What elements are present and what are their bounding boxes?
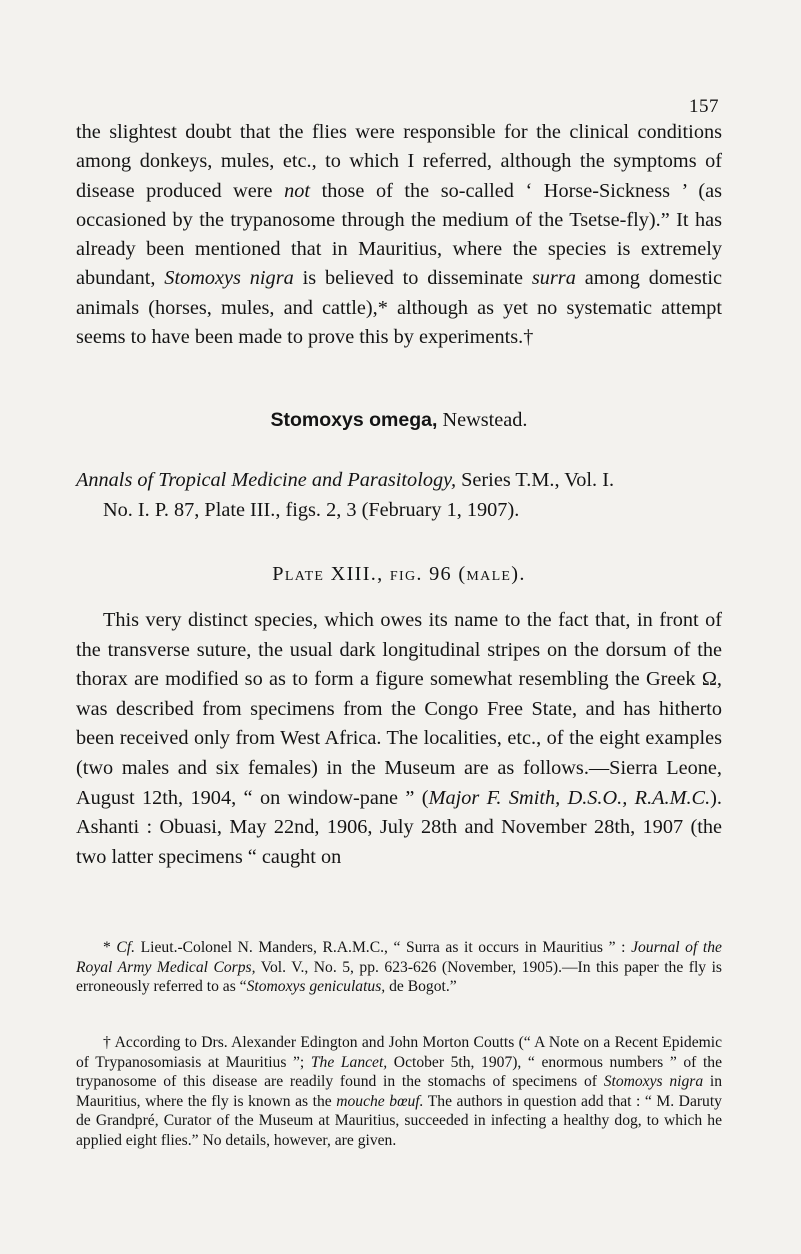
text-run: the slightest doubt that the flies were responsible for the clinical conditions among donkeys, mules, etc., to which I referred, although the symptoms of disease produced were: [76, 121, 722, 202]
text-run: This very distinct species, which owes its name to the fact that, in front of the transverse suture, the usual dark longitudinal stripes on the dorsum of the thorax are modified so as to form a figure somewhat resembling the Greek Ω, was described from specimens from the Congo Free State, and has hitherto been received only from West Africa. The localities, etc., of the eight examples (two males and six females) in the Museum are as follows.—Sierra Leone, August 12th, 1904, “ on window-pane ” (: [76, 609, 722, 809]
footnote-1: [76, 938, 722, 997]
emphasis-text: not: [284, 179, 311, 202]
description-paragraph: [76, 606, 722, 872]
citation: [76, 465, 722, 525]
text-run: ). Ashanti : Obuasi, May 22nd, 1906, July 28th and November 28th, 1907 (the two latter specimens “ caught on: [76, 786, 722, 868]
plate-text: male: [466, 563, 512, 585]
plate-text: late: [284, 563, 325, 585]
footnote-mark: *: [103, 939, 117, 956]
text-run: in Mauritius, where the fly is known as the: [76, 1073, 723, 1110]
plate-text: fig: [389, 563, 417, 585]
text-run: among domestic animals (horses, mules, and cattle),* although as yet no systematic attempt seems to have been made to prove this by experiments.†: [76, 267, 723, 349]
paragraph-text: [76, 606, 722, 872]
citation-series: Series T.M., Vol. I.: [456, 469, 615, 491]
page-number: 157: [689, 96, 719, 117]
journal-title: Journal of the Royal Army Medical Corps,: [76, 939, 722, 976]
species-name: Stomoxys nigra: [603, 1073, 704, 1091]
species-heading-author: Newstead.: [437, 409, 528, 431]
plate-text: XIII.,: [324, 563, 390, 585]
paragraph-text: [76, 118, 722, 352]
text-run: is believed to disseminate: [293, 267, 532, 290]
plate-text: ).: [511, 563, 526, 585]
text-run: Vol. V., No. 5, pp. 623-626 (November, 1905).—In this paper the fly is erroneously referred to as “: [76, 958, 722, 996]
text-run: October 5th, 1907), “ enormous numbers ” of the trypanosome of this disease are readily found in the stomachs of specimens of: [76, 1053, 723, 1091]
plate-reference: [76, 563, 722, 586]
text-run: de Bogot.”: [385, 978, 457, 996]
footnote-text: [76, 938, 722, 997]
species-name: Stomoxys nigra: [164, 267, 294, 290]
footnote-text: [76, 1033, 722, 1151]
plate-text: P: [272, 563, 285, 585]
text-run: Lieut.-Colonel N. Manders, R.A.M.C., “ Surra as it occurs in Mauritius ” :: [135, 939, 632, 956]
text-run: The authors in question add that : “ M. Daruty de Grandpré, Curator of the Museum at Mauritius, succeeded in infecting a healthy dog, to which he applied eight flies.” No details, however, are given.: [76, 1092, 722, 1149]
species-heading: [76, 409, 722, 432]
disease-name: surra: [531, 267, 576, 290]
journal-title: Annals of Tropical Medicine and Parasitology,: [76, 469, 457, 491]
text-run: † According to Drs. Alexander Edington and John Morton Coutts (“ A Note on a Recent Epidemic of Trypanosomiasis at Mauritius ”;: [76, 1034, 722, 1071]
plate-text: . 96 (: [416, 563, 467, 585]
text-run: those of the so-called ‘ Horse-Sickness ’ (as occasioned by the trypanosome through the medium of the Tsetse-fly).” It has already been mentioned that in Mauritius, where the species is extremely abundant,: [76, 179, 722, 290]
text-run: Cf.: [116, 939, 136, 956]
local-name: mouche bœuf.: [336, 1092, 424, 1110]
journal-title: The Lancet,: [310, 1053, 388, 1071]
collector-name: Major F. Smith, D.S.O., R.A.M.C.: [428, 786, 711, 809]
species-name: Stomoxys geniculatus,: [246, 978, 386, 996]
citation-details: No. I. P. 87, Plate III., figs. 2, 3 (February 1, 1907).: [103, 499, 520, 521]
species-heading-name: Stomoxys omega,: [270, 409, 438, 431]
footnote-2: [76, 1033, 722, 1151]
continued-paragraph: [76, 118, 722, 352]
